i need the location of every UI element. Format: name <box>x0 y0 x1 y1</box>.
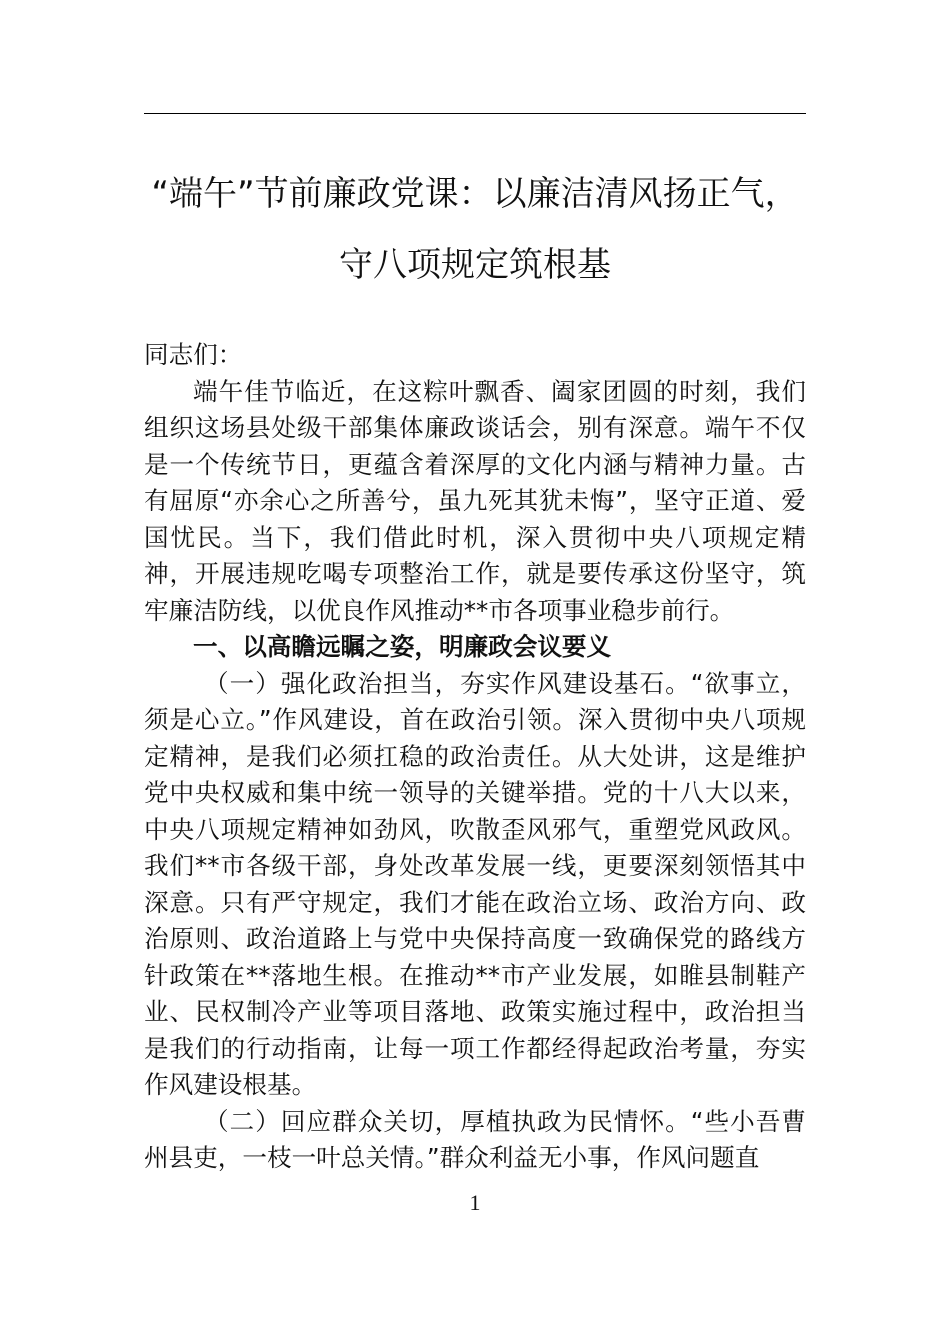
intro-paragraph: 端午佳节临近，在这粽叶飘香、阖家团圆的时刻，我们组织这场县处级干部集体廉政谈话会，别有深意。端午不仅是一个传统节日，更蕴含着深厚的文化内涵与精神力量。古有屈原“亦余心之所善兮，虽九死其犹未悔”，坚守正道、爱国忧民。当下，我们借此时机，深入贯彻中央八项规定精神，开展违规吃喝专项整治工作，就是要传承这份坚守，筑牢廉洁防线，以优良作风推动**市各项事业稳步前行。 <box>144 376 806 625</box>
document-title-line-1: “端午”节前廉政党课：以廉洁清风扬正气， <box>151 174 799 214</box>
page-number: 1 <box>469 1190 481 1215</box>
document-title-line-2: 守八项规定筑根基 <box>339 245 611 285</box>
section-heading: 一、以高瞻远瞩之姿，明廉政会议要义 <box>193 632 612 661</box>
salutation: 同志们： <box>144 340 243 369</box>
subsection-paragraph-1: （一）强化政治担当，夯实作风建设基石。“欲事立，须是心立。”作风建设，首在政治引领。深入贯彻中央八项规定精神，是我们必须扛稳的政治责任。从大处讲，这是维护党中央权威和集中统一领导的关键举措。党的十八大以来，中央八项规定精神如劲风，吹散歪风邪气，重塑党风政风。我们**市各级干部，身处改革发展一线，更要深刻领悟其中深意。只有严守规定，我们才能在政治立场、政治方向、政治原则、政治道路上与党中央保持高度一致确保党的路线方针政策在**落地生根。在推动**市产业发展，如睢县制鞋产业、民权制冷产业等项目落地、政策实施过程中，政治担当是我们的行动指南，让每一项工作都经得起政治考量，夯实作风建设根基。 <box>144 668 806 1099</box>
header-rule <box>144 113 806 114</box>
document-body <box>144 337 806 1177</box>
subsection-paragraph-2: （二）回应群众关切，厚植执政为民情怀。“些小吾曹州县吏，一枝一叶总关情。”群众利益无小事，作风问题直 <box>144 1106 806 1172</box>
